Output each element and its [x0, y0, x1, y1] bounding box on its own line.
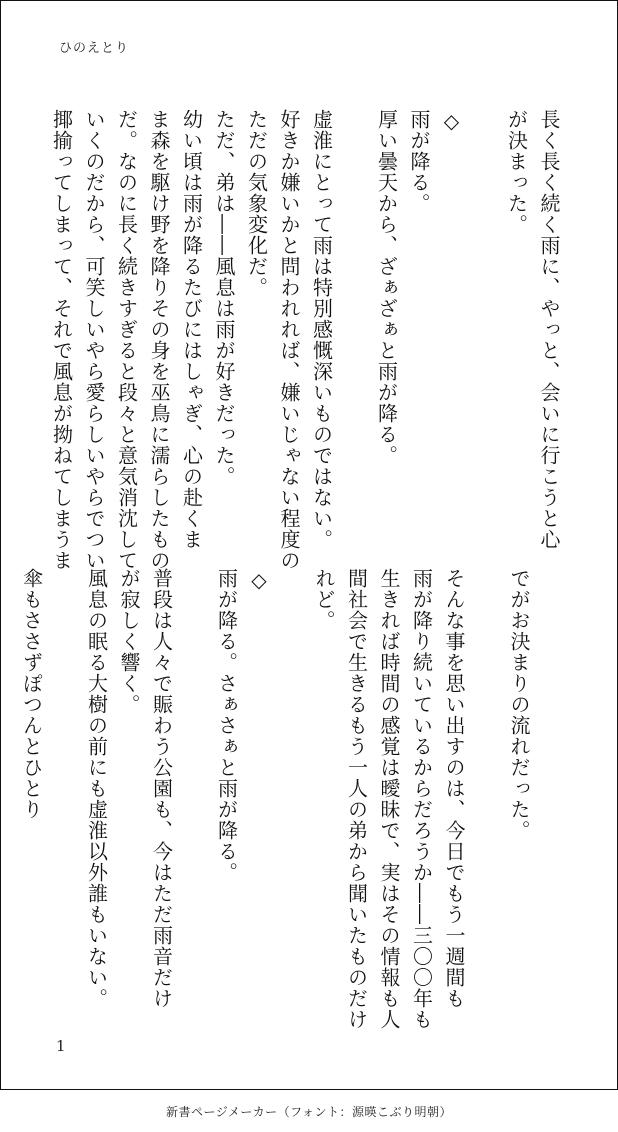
text-block-upper — [45, 109, 565, 571]
text-line — [470, 568, 503, 998]
section-mark: ◇ — [439, 109, 464, 134]
text-line: 揶揄ってしまって、それで風息が拗ねてしまうま — [49, 109, 74, 571]
text-line: 雨が降る。 — [407, 109, 431, 214]
text-line: でがお決まりの流れだった。 — [507, 568, 531, 841]
text-line: いくのだから、可笑しいやら愛らしいやらでつい — [82, 109, 106, 571]
text-line: が寂しく響く。 — [117, 568, 141, 715]
text-line: れど。 — [312, 568, 336, 631]
text-line: 雨が降る。さぁさぁと雨が降る。 — [214, 568, 239, 883]
text-line: が決まった。 — [504, 109, 529, 235]
text-line — [338, 109, 371, 529]
text-line: ま森を駆け野を降りその身を巫鳥に濡らしたもの — [147, 109, 171, 571]
text-line — [275, 568, 308, 998]
generator-credit: 新書ページメーカー（フォント：源暎こぶり明朝） — [165, 1105, 453, 1119]
text-block-lower — [15, 568, 535, 1030]
text-line: 普段は人々で賑わう公園も、今はただ雨音だけ — [149, 568, 174, 1009]
text-line: ただ、弟は――風息は雨が好きだった。 — [212, 109, 236, 487]
text-line: 幼い頃は雨が降るたびにはしゃぎ、心の赴くま — [179, 109, 204, 550]
text-line: ただの気象変化だ。 — [244, 109, 269, 298]
section-mark: ◇ — [247, 568, 271, 593]
text-line — [178, 568, 211, 998]
text-line: 間社会で生きるもう一人の弟から聞いたものだけ — [344, 568, 369, 1030]
page-number: 1 — [56, 1037, 66, 1055]
text-line: 傘もささずぽつんとひとり — [19, 568, 44, 820]
text-line — [468, 109, 501, 529]
text-line: 生きれば時間の感覚は曖昧で、実はその情報も人 — [377, 568, 401, 1030]
text-line: 厚い曇天から、ざぁざぁと雨が降る。 — [374, 109, 399, 466]
text-line: 風息の眠る大樹の前にも虚淮以外誰もいない。 — [84, 568, 109, 1009]
text-line: 虚淮にとって雨は特別感慨深いものではない。 — [309, 109, 334, 550]
text-line: 長く長く続く雨に、やっと、会いに行こうと心 — [537, 109, 561, 550]
running-header: ひのえとり — [59, 41, 130, 56]
text-line — [48, 568, 81, 998]
text-line: そんな事を思い出すのは、今日でもう一週間も — [442, 568, 466, 1009]
text-line: だ。なのに長く続きすぎると段々と意気消沈して — [114, 109, 139, 571]
text-line: 雨が降り続いているからだろうか――三〇〇年も — [409, 568, 434, 1030]
text-line: 好きか嫌いかと問われれば、嫌いじゃない程度の — [277, 109, 301, 571]
